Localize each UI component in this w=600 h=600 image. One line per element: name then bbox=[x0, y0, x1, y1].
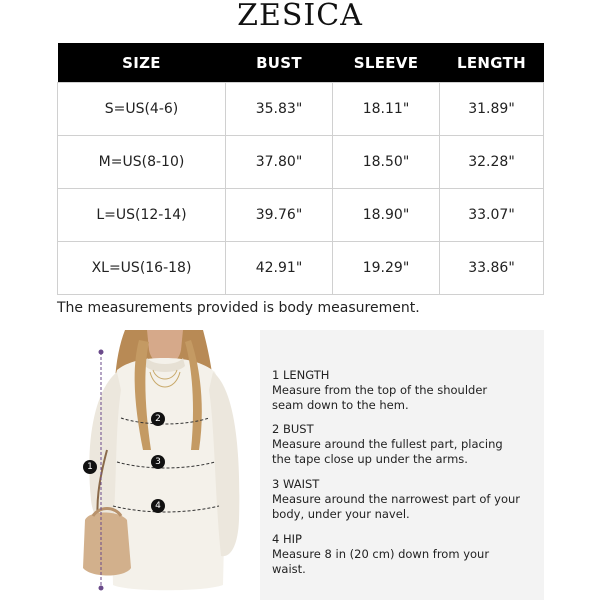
column-header-bust: BUST bbox=[226, 43, 333, 83]
marker-1: 1 bbox=[83, 460, 97, 474]
brand-logo: ZESICA bbox=[237, 0, 363, 33]
length-cell: 33.86" bbox=[440, 242, 544, 295]
length-cell: 31.89" bbox=[440, 83, 544, 136]
step-heading: 3 WAIST bbox=[272, 477, 320, 491]
table-row bbox=[58, 189, 544, 242]
table-row bbox=[58, 83, 544, 136]
sleeve-cell: 18.50" bbox=[333, 136, 440, 189]
sleeve-cell: 19.29" bbox=[333, 242, 440, 295]
step-heading: 4 HIP bbox=[272, 532, 302, 546]
column-header-length: LENGTH bbox=[440, 43, 544, 83]
table-row bbox=[58, 136, 544, 189]
column-header-size: SIZE bbox=[58, 43, 226, 83]
length-cell: 32.28" bbox=[440, 136, 544, 189]
measurement-note: The measurements provided is body measurement. bbox=[57, 300, 420, 316]
step-hip bbox=[272, 532, 522, 577]
length-cell: 33.07" bbox=[440, 189, 544, 242]
step-heading: 1 LENGTH bbox=[272, 368, 330, 382]
bust-cell: 42.91" bbox=[226, 242, 333, 295]
size-cell: M=US(8-10) bbox=[58, 136, 226, 189]
sleeve-cell: 18.90" bbox=[333, 189, 440, 242]
sleeve-cell: 18.11" bbox=[333, 83, 440, 136]
table-row bbox=[58, 242, 544, 295]
model-photo bbox=[55, 330, 255, 600]
step-length bbox=[272, 368, 522, 413]
step-bust bbox=[272, 422, 522, 467]
bust-cell: 39.76" bbox=[226, 189, 333, 242]
size-cell: S=US(4-6) bbox=[58, 83, 226, 136]
marker-3: 3 bbox=[151, 455, 165, 469]
measurement-guide-panel bbox=[260, 330, 544, 600]
column-header-sleeve: SLEEVE bbox=[333, 43, 440, 83]
size-cell: XL=US(16-18) bbox=[58, 242, 226, 295]
size-chart-table bbox=[57, 43, 544, 295]
step-description: Measure around the narrowest part of your body, under your navel. bbox=[272, 492, 520, 521]
step-waist bbox=[272, 477, 522, 522]
step-heading: 2 BUST bbox=[272, 422, 314, 436]
size-cell: L=US(12-14) bbox=[58, 189, 226, 242]
bust-cell: 35.83" bbox=[226, 83, 333, 136]
step-description: Measure around the fullest part, placing the tape close up under the arms. bbox=[272, 437, 503, 466]
marker-4: 4 bbox=[151, 499, 165, 513]
step-description: Measure from the top of the shoulder seam down to the hem. bbox=[272, 383, 488, 412]
table-header-row bbox=[58, 43, 544, 83]
marker-2: 2 bbox=[151, 412, 165, 426]
step-description: Measure 8 in (20 cm) down from your waist. bbox=[272, 547, 490, 576]
bust-cell: 37.80" bbox=[226, 136, 333, 189]
